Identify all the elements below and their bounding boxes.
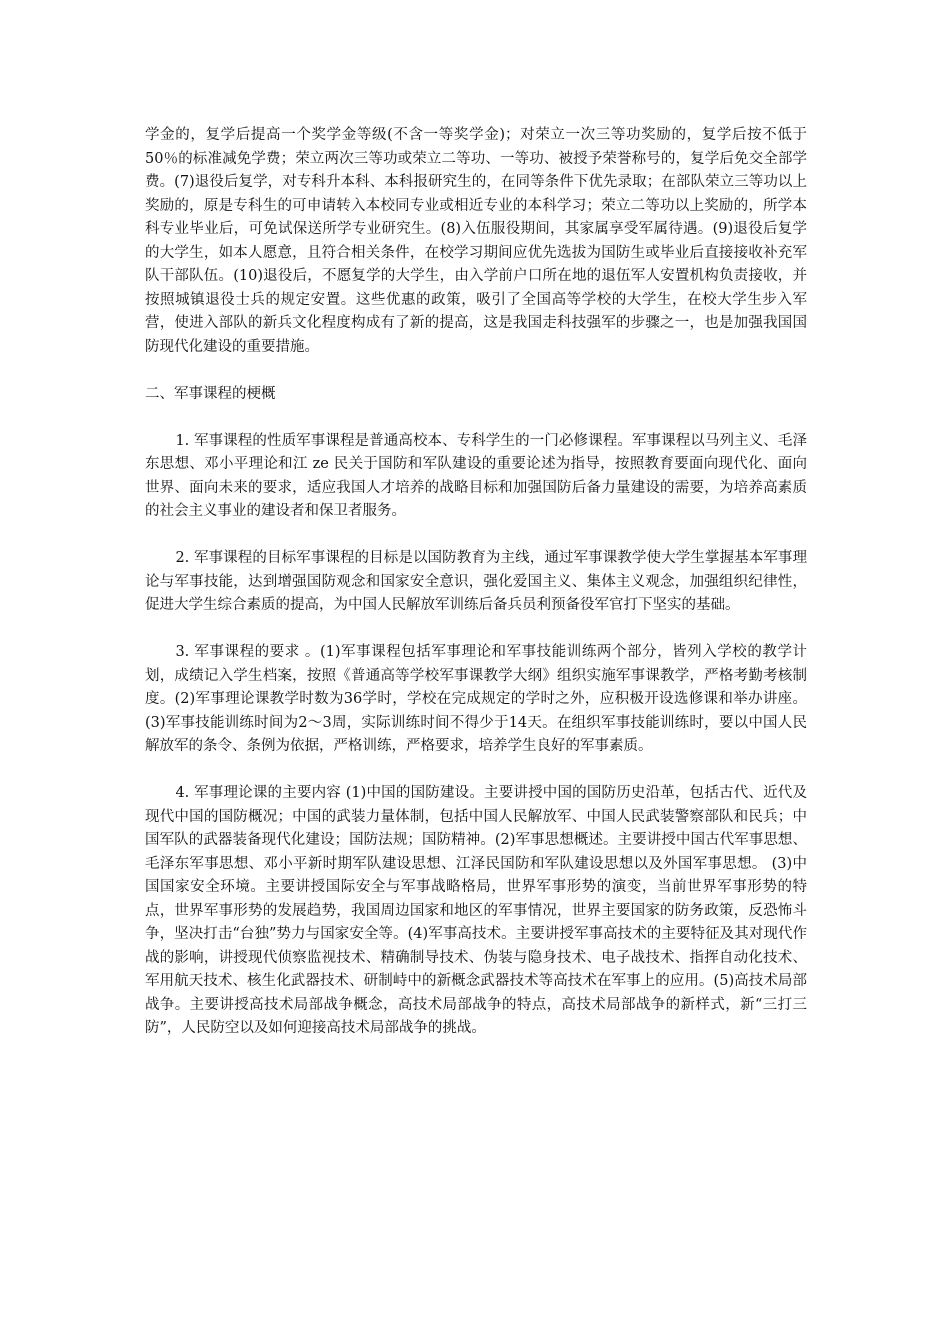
document-body bbox=[145, 124, 807, 1064]
paragraph-course-requirements: 3. 军事课程的要求 。(1)军事课程包括军事理论和军事技能训练两个部分，皆列入学校的教学计划，成绩记入学生档案，按照《普通高等学校军事课教学大纲》组织实施军事课教学，严格考勤考核制度。(2)军事理论课教学时数为36学时，学校在完成规定的学时之外，应积极开设选修课和举办讲座。(3)军事技能训练时间为2～3周，实际训练时间不得少于14天。在组织军事技能训练时，要以中国人民解放军的条令、条例为依据，严格训练，严格要求，培养学生良好的军事素质。 bbox=[145, 644, 807, 754]
paragraph-continued: 学金的，复学后提高一个奖学金等级(不含一等奖学金)；对荣立一次三等功奖励的，复学后按不低于50％的标准减免学费；荣立两次三等功或荣立二等功、一等功、被授予荣誉称号的，复学后免交全部学费。(7)退役后复学，对专科升本科、本科报研究生的，在同等条件下优先录取；在部队荣立三等功以上奖励的，原是专科生的可申请转入本校同专业或相近专业的本科学习；荣立二等功以上奖励的，所学本科专业毕业后，可免试保送所学专业研究生。(8)入伍服役期间，其家属享受军属待遇。(9)退役后复学的大学生，如本人愿意，且符合相关条件，在校学习期间应优先选拔为国防生或毕业后直接接收补充军队干部队伍。(10)退役后，不愿复学的大学生，由入学前户口所在地的退伍军人安置机构负责接收，并按照城镇退役士兵的规定安置。这些优惠的政策，吸引了全国高等学校的大学生，在校大学生步入军营，使进入部队的新兵文化程度构成有了新的提高，这是我国走科技强军的步骤之一，也是加强我国国防现代化建设的重要措施。 bbox=[145, 127, 807, 355]
paragraph-course-nature: 1. 军事课程的性质军事课程是普通高校本、专科学生的一门必修课程。军事课程以马列主义、毛泽东思想、邓小平理论和江 ze 民关于国防和军队建设的重要论述为指导，按照教育要面向现代化、面向世界、面向未来的要求，适应我国人才培养的战略目标和加强国防后备力量建设的需要，为培养高素质的社会主义事业的建设者和保卫者服务。 bbox=[145, 432, 807, 519]
paragraph-course-goal: 2. 军事课程的目标军事课程的目标是以国防教育为主线，通过军事课教学使大学生掌握基本军事理论与军事技能，达到增强国防观念和国家安全意识，强化爱国主义、集体主义观念，加强组织纪律性，促进大学生综合素质的提高，为中国人民解放军训练后备兵员利预备役军官打下坚实的基础。 bbox=[145, 550, 807, 613]
section-heading: 二、军事课程的梗概 bbox=[145, 385, 276, 402]
paragraph-theory-content: 4. 军事理论课的主要内容 (1)中国的国防建设。主要讲授中国的国防历史沿革，包括古代、近代及现代中国的国防概况；中国的武装力量体制，包括中国人民解放军、中国人民武装警察部队和民兵；中国军队的武器装备现代化建设；国防法规；国防精神。(2)军事思想概述。主要讲授中国古代军事思想、毛泽东军事思想、邓小平新时期军队建设思想、江泽民国防和军队建设思想以及外国军事思想。 (3)中国国家安全环境。主要讲授国际安全与军事战略格局，世界军事形势的演变，当前世界军事形势的特点，世界军事形势的发展趋势，我国周边国家和地区的军事情况，世界主要国家的防务政策，反恐怖斗争，坚决打击“台独”势力与国家安全等。(4)军事高技术。主要讲授军事高技术的主要特征及其对现代作战的影响，讲授现代侦察监视技术、精确制导技术、伪装与隐身技术、电子战技术、指挥自动化技术、军用航天技术、核生化武器技术、研制峙中的新概念武器技术等高技术在军事上的应用。(5)高技术局部战争。主要讲授高技术局部战争概念，高技术局部战争的特点，高技术局部战争的新样式，新“三打三防”，人民防空以及如何迎接高技术局部战争的挑战。 bbox=[145, 785, 807, 1036]
